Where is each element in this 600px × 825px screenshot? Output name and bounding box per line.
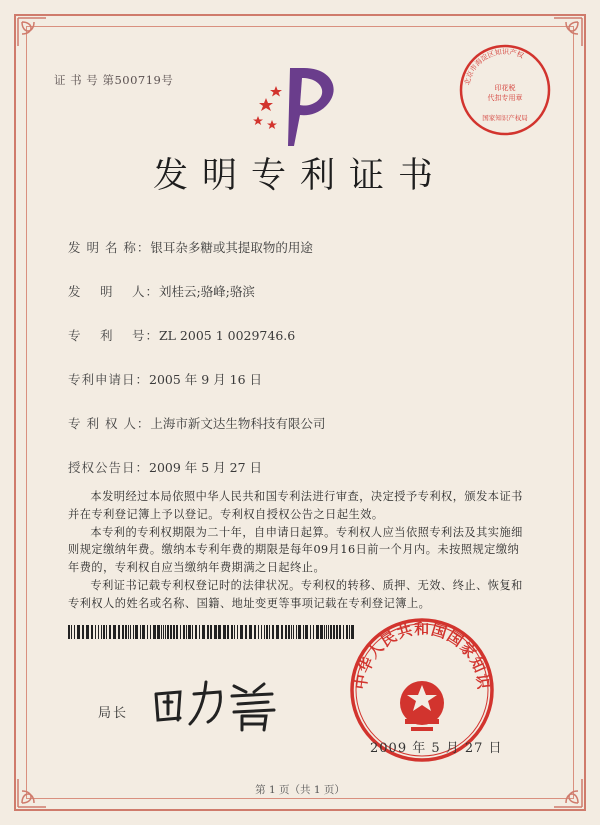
- barcode-bar: [188, 625, 191, 639]
- barcode-bar: [130, 625, 131, 639]
- barcode-bar: [161, 625, 162, 639]
- barcode-bar: [281, 625, 283, 639]
- barcode-bar: [170, 625, 172, 639]
- barcode-bar: [153, 625, 156, 639]
- certificate-title: 发明专利证书: [152, 156, 447, 196]
- barcode-bar: [291, 625, 292, 639]
- barcode-bar: [339, 625, 341, 639]
- barcode-bar: [150, 625, 151, 639]
- barcode-bar: [303, 625, 304, 639]
- barcode-bar: [77, 625, 80, 639]
- barcode-bar: [71, 625, 72, 639]
- barcode-bar: [320, 625, 323, 639]
- patent-office-logo: [252, 60, 352, 150]
- barcode-bar: [128, 625, 129, 639]
- barcode-bar: [227, 625, 229, 639]
- barcode-bar: [249, 625, 252, 639]
- barcode-bar: [142, 625, 145, 639]
- barcode-bar: [254, 625, 256, 639]
- svg-text:中华人民共和国国家知识产权局: 中华人民共和国国家知识: [351, 619, 493, 692]
- barcode-bar: [163, 625, 164, 639]
- svg-text:印花税: 印花税: [494, 84, 516, 92]
- body-para3-line2: 专利权人的姓名或名称、国籍、地址变更等事项记载在专利登记簿上。: [68, 596, 431, 610]
- field-invention-name: [68, 238, 313, 256]
- patentee-value: 上海市新文达生物科技有限公司: [150, 416, 326, 431]
- barcode-bar: [343, 625, 344, 639]
- barcode-bar: [82, 625, 84, 639]
- barcode-bar: [98, 625, 99, 639]
- barcode-bar: [261, 625, 262, 639]
- barcode-bar: [86, 625, 89, 639]
- barcode-bar: [183, 625, 185, 639]
- barcode-bar: [173, 625, 175, 639]
- body-para1-line1: 本发明经过本局依照中华人民共和国专利法进行审查，决定授予专利权，颁发本证书: [90, 490, 523, 503]
- certificate-body-text: [68, 488, 528, 613]
- barcode-bar: [140, 625, 141, 639]
- invention-name-value: 银耳杂多糖或其提取物的用途: [150, 240, 313, 255]
- barcode-bar: [135, 625, 138, 639]
- barcode-bar: [195, 625, 197, 639]
- body-para2-line1: 本专利的专利权期限为二十年，自申请日起算。专利权人应当依照专利法及其实施细: [90, 525, 523, 539]
- barcode-bar: [103, 625, 105, 639]
- barcode-bar: [293, 625, 294, 639]
- barcode-bar: [298, 625, 301, 639]
- barcode-bar: [95, 625, 96, 639]
- corner-ornament-top-right: [550, 14, 586, 50]
- patent-number-value: ZL 2005 1 0029746.6: [158, 328, 296, 343]
- body-para3-line1: 专利证书记载专利权登记时的法律状况。专利权的转移、质押、无效、终止、恢复和: [90, 578, 523, 592]
- barcode-bar: [231, 625, 233, 639]
- barcode-bar: [106, 625, 107, 639]
- barcode-bar: [313, 625, 314, 639]
- svg-text:代扣专用章: 代扣专用章: [487, 94, 523, 102]
- barcode-bar: [157, 625, 160, 639]
- svg-text:国家知识产权局: 国家知识产权局: [482, 114, 528, 122]
- body-para2-line3: 年费的，专利权自应当缴纳年费期满之日起终止。: [68, 561, 326, 575]
- field-grant-date: [68, 458, 262, 476]
- patent-number-label: 专 利 号：: [68, 328, 159, 343]
- field-inventors: [68, 282, 255, 300]
- grant-date-label: 授权公告日：: [68, 460, 150, 475]
- barcode-bar: [269, 625, 270, 639]
- filing-date-label: 专利申请日：: [68, 372, 150, 387]
- barcode-bar: [272, 625, 274, 639]
- barcode-bar: [258, 625, 259, 639]
- barcode-bar: [109, 625, 111, 639]
- barcode-bar: [223, 625, 226, 639]
- barcode-bar: [324, 625, 325, 639]
- barcode-bar: [333, 625, 335, 639]
- barcode-bar: [101, 625, 102, 639]
- barcode-bar: [68, 625, 70, 639]
- page-number: 第 1 页（共 1 页）: [255, 784, 345, 796]
- barcode-bar: [147, 625, 148, 639]
- barcode-bar: [218, 625, 221, 639]
- barcode-bar: [336, 625, 338, 639]
- barcode-bar: [310, 625, 311, 639]
- barcode-bar: [264, 625, 265, 639]
- barcode-bar: [125, 625, 127, 639]
- inventors-value: 刘桂云;骆峰;骆滨: [158, 284, 255, 299]
- tax-stamp-seal: [455, 40, 555, 140]
- body-para1-line2: 并在专利登记簿上予以登记。专利权自授权公告之日起生效。: [68, 507, 384, 521]
- field-filing-date: [68, 370, 262, 388]
- barcode-bar: [113, 625, 116, 639]
- svg-text:北京市海淀区知识产权: 北京市海淀区知识产权: [463, 47, 525, 86]
- barcode-bar: [245, 625, 247, 639]
- barcode-bar: [186, 625, 187, 639]
- barcode-bar: [74, 625, 75, 639]
- corner-ornament-top-left: [14, 14, 50, 50]
- barcode-bar: [326, 625, 327, 639]
- field-patent-number: [68, 326, 295, 344]
- barcode-bar: [133, 625, 134, 639]
- barcode-bar: [328, 625, 329, 639]
- invention-name-label: 发 明 名 称：: [68, 240, 151, 255]
- barcode-bar: [214, 625, 217, 639]
- barcode-bar: [266, 625, 268, 639]
- barcode-bar: [167, 625, 169, 639]
- barcode-bar: [91, 625, 93, 639]
- certificate-number: 证 书 号 第500719号: [54, 73, 174, 87]
- barcode-bar: [122, 625, 124, 639]
- director-signature: [150, 672, 290, 732]
- director-label: 局长: [98, 706, 129, 721]
- barcode-bar: [207, 625, 209, 639]
- barcode-bar: [180, 625, 181, 639]
- patentee-label: 专 利 权 人：: [68, 416, 151, 431]
- barcode-bar: [192, 625, 193, 639]
- barcode-bar: [276, 625, 279, 639]
- barcode-bar: [288, 625, 290, 639]
- barcode-bar: [296, 625, 297, 639]
- inventors-label: 发 明 人：: [68, 284, 159, 299]
- barcode-bar: [234, 625, 235, 639]
- grant-date-value: 2009 年 5 月 27 日: [149, 460, 263, 475]
- signing-date: 2009 年 5 月 27 日: [370, 741, 503, 756]
- filing-date-value: 2005 年 9 月 16 日: [149, 372, 263, 387]
- field-patentee: [68, 414, 325, 432]
- barcode-bar: [118, 625, 120, 639]
- body-para2-line2: 则规定缴纳年费。缴纳本专利年费的期限是每年09月16日前一个月内。未按照规定缴纳: [68, 543, 520, 557]
- barcode-bar: [237, 625, 238, 639]
- barcode-bar: [199, 625, 200, 639]
- barcode-bar: [165, 625, 166, 639]
- barcode-bar: [316, 625, 319, 639]
- barcode-bar: [305, 625, 308, 639]
- barcode-bar: [176, 625, 178, 639]
- barcode-bar: [240, 625, 243, 639]
- barcode-bar: [330, 625, 332, 639]
- barcode: [68, 624, 354, 638]
- barcode-bar: [210, 625, 212, 639]
- barcode-bar: [285, 625, 287, 639]
- barcode-bar: [202, 625, 205, 639]
